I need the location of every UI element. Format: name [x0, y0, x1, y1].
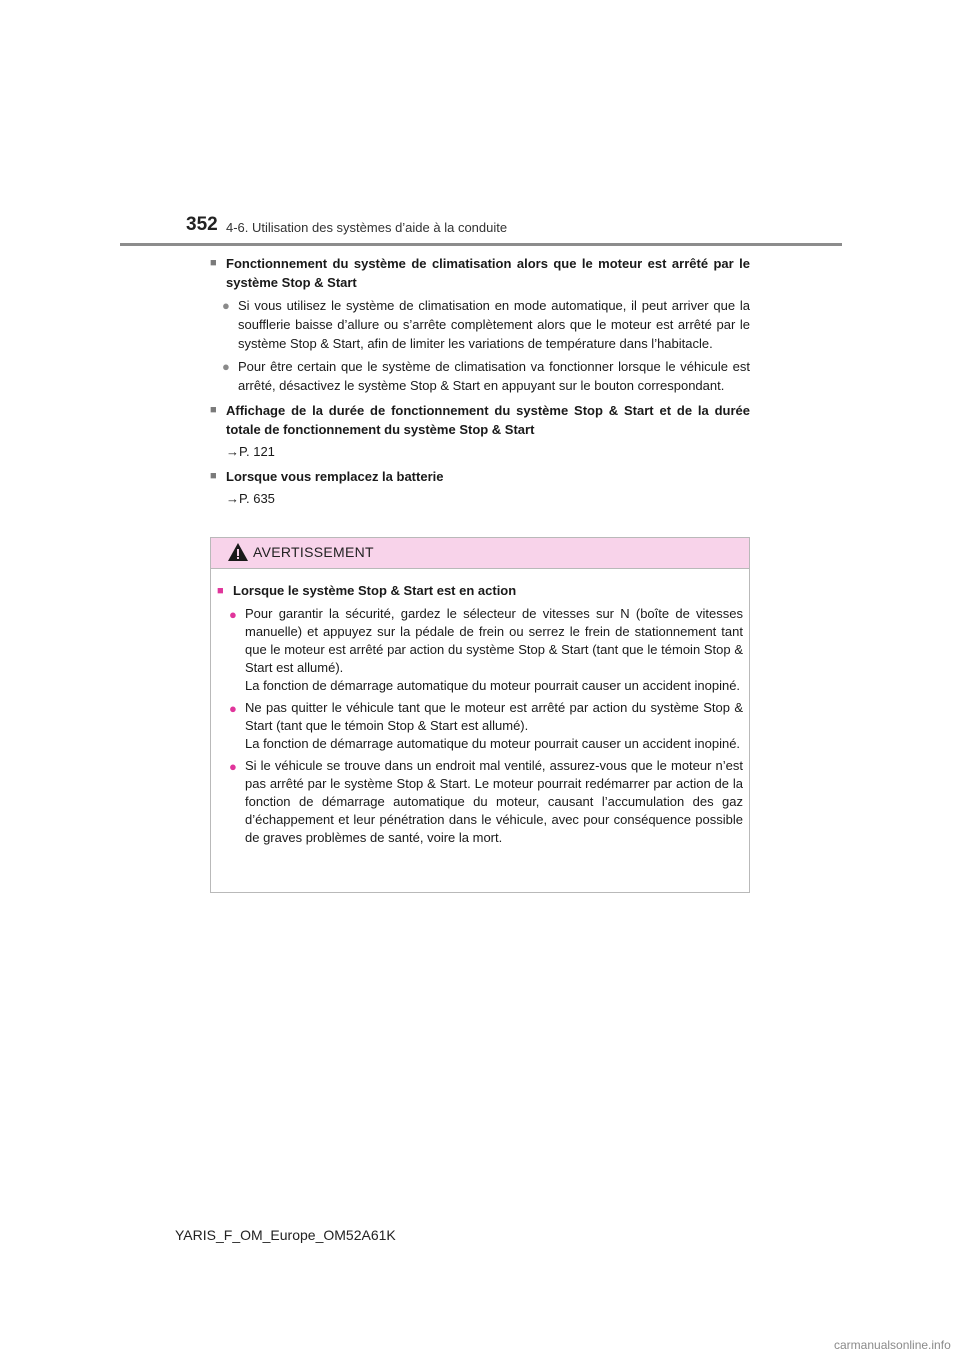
- header-divider: [120, 243, 842, 246]
- square-bullet-icon: ■: [210, 404, 217, 416]
- warning-box: [210, 537, 750, 893]
- page-reference-link[interactable]: →P. 121: [226, 444, 275, 459]
- circle-bullet-icon: ●: [222, 298, 230, 313]
- warning-body: [217, 582, 743, 847]
- square-bullet-icon: ■: [210, 470, 217, 482]
- section-batterie: [210, 467, 750, 508]
- square-bullet-icon: ■: [210, 257, 217, 269]
- main-content: [210, 254, 750, 508]
- circle-bullet-icon: ●: [229, 759, 237, 774]
- watermark-text[interactable]: carmanualsonline.info: [834, 1338, 951, 1352]
- square-bullet-icon: ■: [217, 585, 224, 597]
- circle-bullet-icon: ●: [229, 701, 237, 716]
- page-header: [0, 0, 960, 250]
- page-number: 352: [186, 214, 218, 235]
- warning-triangle-icon: [227, 542, 249, 562]
- warning-title: AVERTISSEMENT: [253, 544, 374, 560]
- page-reference-link[interactable]: →P. 635: [226, 491, 275, 506]
- circle-bullet-icon: ●: [222, 359, 230, 374]
- section-heading: ■ Fonctionnement du système de climatisation alors que le moteur est arrêté par le système Stop & Start: [210, 256, 750, 290]
- list-item: ● Si vous utilisez le système de climatisation en mode automatique, il peut arriver que la soufflerie baisse d’allure ou s’arrête complètement alors que le moteur est arrêté par le système Stop & Start, afin de limiter les variations de température dans l’habitacle.: [222, 298, 750, 351]
- warning-heading: ■ Lorsque le système Stop & Start est en action: [217, 582, 743, 601]
- list-item: ● Ne pas quitter le véhicule tant que le moteur est arrêté par action du système Stop & Start (tant que le témoin Stop & Start est allumé). La fonction de démarrage automatique du moteur pourrait causer un accident inopiné.: [229, 700, 743, 751]
- section-climatisation: [210, 254, 750, 395]
- section-title: 4-6. Utilisation des systèmes d’aide à la conduite: [226, 220, 508, 235]
- list-item: ● Pour être certain que le système de climatisation va fonctionner lorsque le véhicule est arrêté, désactivez le système Stop & Start en appuyant sur le bouton correspondant.: [222, 359, 750, 393]
- circle-bullet-icon: ●: [229, 607, 237, 622]
- warning-header: [211, 538, 749, 569]
- section-heading: ■ Affichage de la durée de fonctionnement du système Stop & Start et de la durée totale de fonctionnement du système Stop & Start: [210, 403, 750, 437]
- section-heading: ■ Lorsque vous remplacez la batterie: [210, 469, 444, 484]
- section-affichage-duree: [210, 401, 750, 461]
- list-item: ● Pour garantir la sécurité, gardez le sélecteur de vitesses sur N (boîte de vitesses manuelle) et appuyez sur la pédale de frein ou serrez le frein de stationnement tant que le moteur est arrêté par action du système Stop & Start (tant que le témoin Stop & Start est allumé). La fonction de démarrage automatique du moteur pourrait causer un accident inopiné.: [229, 606, 743, 693]
- document-id: YARIS_F_OM_Europe_OM52A61K: [175, 1227, 396, 1243]
- list-item: ● Si le véhicule se trouve dans un endroit mal ventilé, assurez-vous que le moteur n’est pas arrêté par le système Stop & Start. Le moteur pourrait redémarrer par action de la fonction de démarrage automatique du moteur, causant l’accumulation des gaz d’échappement et leur pénétration dans le véhicule, avec pour conséquence possible de graves problèmes de santé, voire la mort.: [229, 758, 743, 845]
